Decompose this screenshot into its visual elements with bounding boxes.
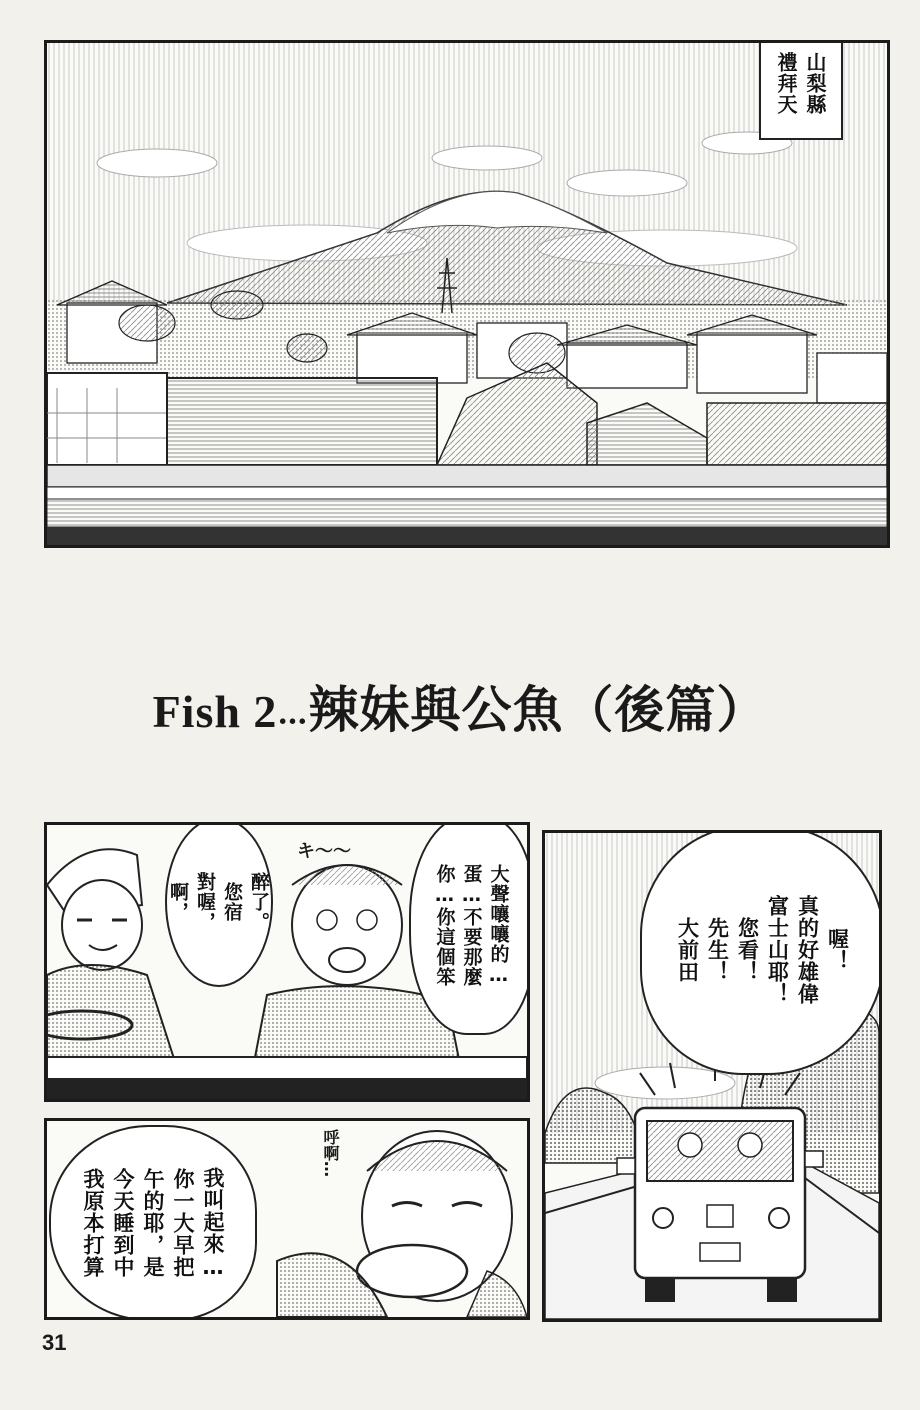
wince-sfx: キ〜〜 <box>297 841 351 862</box>
driver-speech-bubble <box>640 830 882 1075</box>
chapter-name: 辣妹與公魚（後篇） <box>308 680 768 739</box>
driver-line-4: 富士山耶！ <box>765 895 790 1005</box>
complaint-line-2: 今天睡到中 <box>111 1168 135 1278</box>
yawn-sfx: 呼啊… <box>321 1129 340 1177</box>
driver-line-3: 您看！ <box>735 917 760 983</box>
young-man-line-3: 您宿 <box>221 882 243 922</box>
caption-day: 禮拜天 <box>774 52 798 115</box>
young-man-line-1: 啊， <box>167 882 189 922</box>
young-man-line-4: 醉了。 <box>248 872 270 932</box>
panel-old-man-closeup <box>44 1118 530 1320</box>
panel-car-on-road <box>542 830 882 1322</box>
complaint-line-4: 你一大早把 <box>171 1168 195 1278</box>
driver-line-5: 真的好雄偉 <box>795 895 820 1005</box>
complaint-line-5: 我叫起來… <box>201 1166 225 1280</box>
chapter-number: Fish 2 <box>152 686 278 737</box>
old-man-line-1: 你…你這個笨 <box>433 863 456 987</box>
old-man-speech-bubble <box>409 822 530 1035</box>
location-caption <box>759 40 843 140</box>
driver-line-2: 先生！ <box>705 917 730 983</box>
young-man-line-2: 對喔， <box>194 872 216 932</box>
title-ellipsis: … <box>277 696 309 732</box>
driver-line-6: 喔！ <box>825 928 850 972</box>
old-man-line-3: 大聲嚷嚷的… <box>487 863 510 987</box>
driver-line-1: 大前田 <box>675 917 700 983</box>
complaint-line-3: 午的耶，是 <box>141 1168 165 1278</box>
caption-place: 山梨縣 <box>803 52 827 115</box>
panel-mount-fuji <box>44 40 890 548</box>
complaint-line-1: 我原本打算 <box>81 1168 105 1278</box>
old-man-complaint-bubble <box>49 1125 257 1320</box>
panel-two-men-in-car <box>44 822 530 1102</box>
old-man-line-2: 蛋…不要那麼 <box>460 863 483 987</box>
page-number: 31 <box>42 1330 67 1355</box>
young-man-speech-bubble <box>165 822 273 987</box>
chapter-title <box>0 670 920 742</box>
